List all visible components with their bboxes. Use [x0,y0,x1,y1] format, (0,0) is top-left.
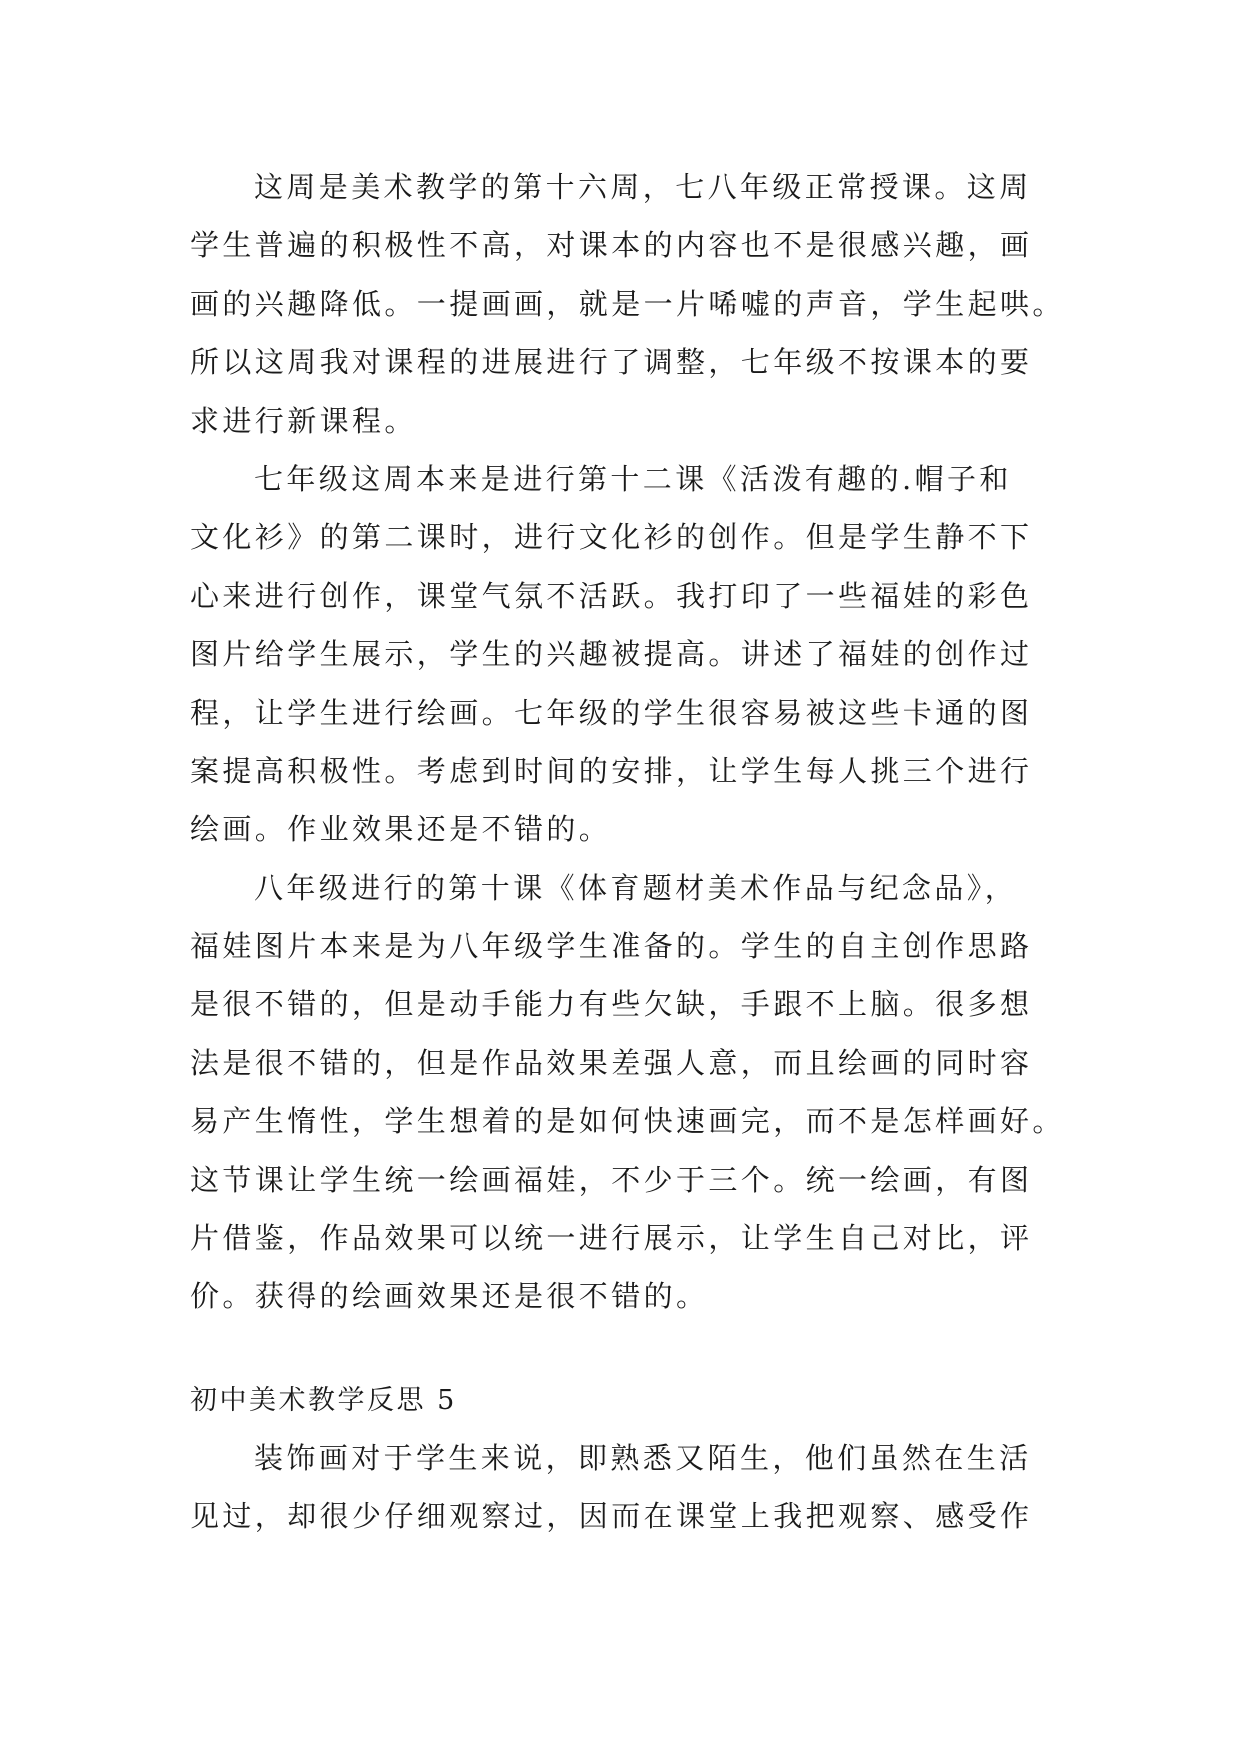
text-line: 这周是美术教学的第十六周，七八年级正常授课。这周 [254,170,1032,204]
text-line: 片借鉴，作品效果可以统一进行展示，让学生自己对比，评 [190,1221,1033,1256]
text-line: 程，让学生进行绘画。七年级的学生很容易被这些卡通的图 [190,695,1033,730]
text-line: 装饰画对于学生来说，即熟悉又陌生，他们虽然在生活 [254,1440,1032,1475]
paragraph-decorative-painting [190,1429,1060,1546]
text-line: 案提高积极性。考虑到时间的安排，让学生每人挑三个进行 [190,753,1033,788]
text-line: 求进行新课程。 [190,403,417,438]
text-line: 心来进行创作，课堂气氛不活跃。我打印了一些福娃的彩色 [190,578,1033,613]
text-line: 是很不错的，但是动手能力有些欠缺，手跟不上脑。很多想 [190,987,1033,1022]
text-line: 绘画。作业效果还是不错的。 [190,812,612,847]
text-line: 文化衫》的第二课时，进行文化衫的创作。但是学生静不下 [190,520,1033,555]
text-line: 画的兴趣降低。一提画画，就是一片唏嘘的声音，学生起哄。 [190,286,1065,321]
text-line: 图片给学生展示，学生的兴趣被提高。讲述了福娃的创作过 [190,637,1033,672]
text-line: 易产生惰性，学生想着的是如何快速画完，而不是怎样画好。 [190,1104,1065,1139]
paragraph-grade-seven [190,450,1060,859]
text-line: 八年级进行的第十课《体育题材美术作品与纪念品》， [254,870,1018,905]
text-line: 法是很不错的，但是作品效果差强人意，而且绘画的同时容 [190,1045,1033,1080]
text-line: 福娃图片本来是为八年级学生准备的。学生的自主创作思路 [190,929,1033,964]
text-line: 这节课让学生统一绘画福娃，不少于三个。统一绘画，有图 [190,1162,1033,1197]
section-title: 初中美术教学反思 5 [190,1384,457,1416]
text-line: 价。获得的绘画效果还是很不错的。 [190,1279,709,1314]
text-line: 所以这周我对课程的进展进行了调整，七年级不按课本的要 [190,345,1033,380]
document-body [190,158,1065,1546]
text-line: 见过，却很少仔细观察过，因而在课堂上我把观察、感受作 [190,1499,1033,1534]
paragraph-week-sixteen [190,158,1065,450]
text-line: 七年级这周本来是进行第十二课《活泼有趣的.帽子和 [254,461,1012,496]
text-line: 学生普遍的积极性不高，对课本的内容也不是很感兴趣，画 [190,228,1033,263]
paragraph-grade-eight [190,859,1065,1326]
